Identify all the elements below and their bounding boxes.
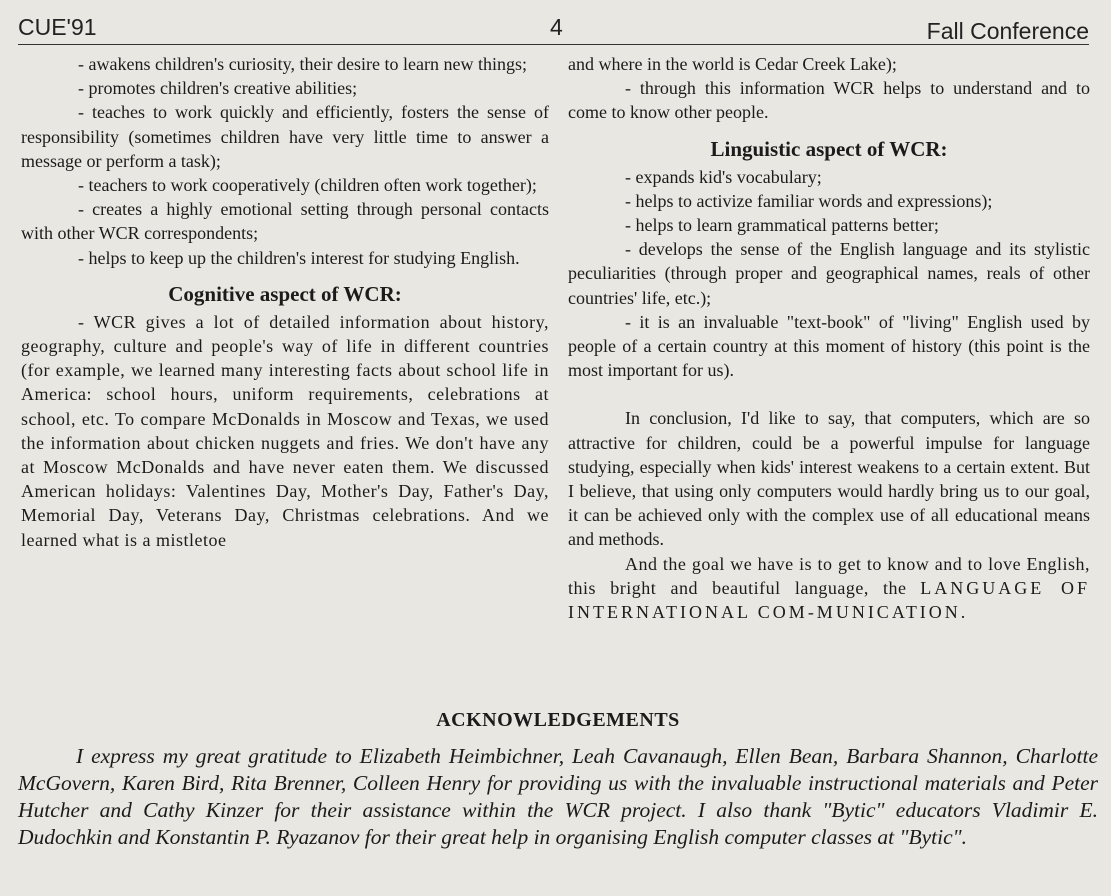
benefit-item: - promotes children's creative abilities; xyxy=(78,78,358,99)
linguistic-item: - develops the sense of the English language and its stylistic peculiarities (through proper and geographical names, reals of other countries' life, etc.); xyxy=(568,239,1090,308)
benefit-item: - teachers to work cooperatively (children often work together); xyxy=(78,175,537,196)
benefit-item: - awakens children's curiosity, their desire to learn new things; xyxy=(78,54,527,74)
page-number: 4 xyxy=(550,14,563,40)
header-conference-title: Fall Conference xyxy=(926,18,1089,44)
linguistic-item: - helps to activize familiar words and expressions); xyxy=(625,190,993,211)
acknowledgements-heading: ACKNOWLEDGEMENTS xyxy=(436,709,680,731)
continued-text: and where in the world is Cedar Creek Lake); xyxy=(568,54,897,74)
header-divider xyxy=(18,44,1089,45)
linguistic-item: - it is an invaluable "text-book" of "living" English used by people of a certain country at this moment of history (this point is the most important for us). xyxy=(568,311,1090,381)
acknowledgements-text: I express my great gratitude to Elizabeth Heimbichner, Leah Cavanaugh, Ellen Bean, Barbara Shannon, Charlotte McGovern, Karen Bird, Rita Brenner, Colleen Henry for providing us with the invaluable instructional materials and Peter Hutcher and Cathy Kinzer for their assistance within the WCR project. I also thank "Bytic" educators Vladimir E. Dudochkin and Konstantin P. Ryazanov for their great help in organising English computer classes at "Bytic". xyxy=(18,744,1098,849)
linguistic-item: - helps to learn grammatical patterns better; xyxy=(625,215,939,236)
benefit-item: - teaches to work quickly and efficiently, fosters the sense of responsibility (sometimes children have very little time to answer a message or perform a task); xyxy=(21,102,549,171)
understanding-item: - through this information WCR helps to understand and to come to know other people. xyxy=(568,78,1090,123)
left-column xyxy=(21,52,549,552)
conclusion-paragraph: In conclusion, I'd like to say, that computers, which are so attractive for children, could be a powerful impulse for language studying, especially when kids' interest weakens to a certain extent. But I believe, that using only computers would hardly bring us to our goal, it can be achieved only with the complex use of all educational means and methods. xyxy=(568,408,1090,550)
acknowledgements-section xyxy=(18,707,1098,851)
page-header xyxy=(18,10,1089,44)
right-column xyxy=(568,52,1090,624)
linguistic-item: - expands kid's vocabulary; xyxy=(625,166,822,187)
cognitive-aspect-text: - WCR gives a lot of detailed information about history, geography, culture and people's way of life in different countries (for example, we learned many interesting facts about school life in America: school hours, uniform requirements, celebrations at school, etc. To compare McDonalds in Moscow and Texas, we used the information about chicken nuggets and fries. We don't have any at Moscow McDonalds and have never eaten them. We discussed American holidays: Valentines Day, Mother's Day, Father's Day, Memorial Day, Veterans Day, Christmas celebrations. And we learned what is a mistletoe xyxy=(21,311,549,550)
goal-caps-text: LANGUAGE OF INTERNATIONAL COM-MUNICATION. xyxy=(568,577,1090,623)
goal-text: And the goal we have is to get to know and to love English, this bright and beautiful language, the xyxy=(568,553,1090,598)
benefit-item: - helps to keep up the children's interest for studying English. xyxy=(78,247,520,268)
paragraph-spacer xyxy=(568,382,1090,406)
header-conference-code: CUE'91 xyxy=(18,14,97,40)
cognitive-aspect-heading: Cognitive aspect of WCR: xyxy=(168,281,402,306)
goal-paragraph xyxy=(568,552,1090,625)
linguistic-aspect-heading: Linguistic aspect of WCR: xyxy=(710,136,948,161)
benefit-item: - creates a highly emotional setting through personal contacts with other WCR correspondents; xyxy=(21,199,549,244)
